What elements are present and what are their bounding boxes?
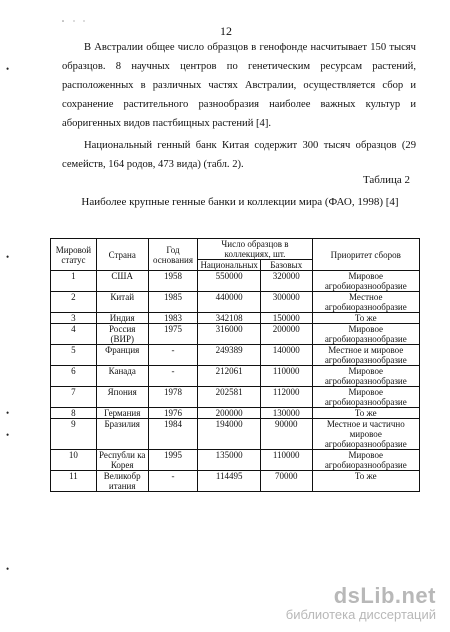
cell-country: Канада	[96, 366, 148, 387]
page-number: 12	[220, 24, 232, 38]
cell-country: Бразилия	[96, 419, 148, 450]
cell-national: 316000	[198, 324, 260, 345]
header-year: Год основания	[148, 239, 198, 271]
cell-country: Китай	[96, 292, 148, 313]
cell-base: 110000	[260, 366, 312, 387]
table-row	[51, 345, 420, 366]
cell-priority: Местное и мировое агробиоразнообразие	[312, 345, 419, 366]
cell-status: 3	[51, 313, 97, 324]
cell-status: 4	[51, 324, 97, 345]
cell-national: 114495	[198, 471, 260, 492]
paragraph-text: В Австралии общее число образцов в генофонде насчитывает 150 тысяч образцов. 8 научных центров по генетическим ресурсам растений, расположенных в различных частях Австралии, осуществляется сбор и сохранение растительного разнообразия наиболее важных культур и аборигенных видов пастбищных растений [4].	[62, 42, 416, 129]
cell-country: США	[96, 271, 148, 292]
cell-status: 10	[51, 450, 97, 471]
table-row	[51, 271, 420, 292]
cell-base: 70000	[260, 471, 312, 492]
cell-status: 9	[51, 419, 97, 450]
cell-priority: Мировое агробиоразнообразие	[312, 366, 419, 387]
table-row	[51, 419, 420, 450]
cell-status: 8	[51, 408, 97, 419]
header-national: Национальных	[198, 260, 260, 271]
cell-base: 90000	[260, 419, 312, 450]
cell-priority: То же	[312, 408, 419, 419]
cell-country: Германия	[96, 408, 148, 419]
cell-year: 1983	[148, 313, 198, 324]
cell-country: Япония	[96, 387, 148, 408]
cell-priority: Мировое агробиоразнообразие	[312, 324, 419, 345]
cell-base: 110000	[260, 450, 312, 471]
cell-base: 140000	[260, 345, 312, 366]
cell-status: 11	[51, 471, 97, 492]
cell-year: 1958	[148, 271, 198, 292]
cell-year: -	[148, 366, 198, 387]
watermark	[286, 584, 436, 622]
margin-mark: •	[6, 408, 10, 418]
cell-national: 342108	[198, 313, 260, 324]
cell-base: 200000	[260, 324, 312, 345]
table-row	[51, 471, 420, 492]
header-status: Мировой статус	[51, 239, 97, 271]
cell-year: 1978	[148, 387, 198, 408]
header-country: Страна	[96, 239, 148, 271]
cell-year: 1985	[148, 292, 198, 313]
cell-priority: Мировое агробиоразнообразие	[312, 450, 419, 471]
header-base: Базовых	[260, 260, 312, 271]
cell-base: 320000	[260, 271, 312, 292]
cell-base: 150000	[260, 313, 312, 324]
table-row	[51, 366, 420, 387]
table-label: Таблица 2	[362, 174, 410, 186]
paragraph-text: Национальный генный банк Китая содержит 300 тысяч образцов (29 семейств, 164 родов, 473 вида) (табл. 2).	[62, 140, 416, 170]
cell-base: 112000	[260, 387, 312, 408]
cell-priority: То же	[312, 471, 419, 492]
cell-status: 1	[51, 271, 97, 292]
margin-mark: •	[6, 564, 10, 574]
cell-national: 550000	[198, 271, 260, 292]
table-row	[51, 408, 420, 419]
cell-country: Франция	[96, 345, 148, 366]
cell-country: Республи ка Корея	[96, 450, 148, 471]
cell-national: 200000	[198, 408, 260, 419]
watermark-logo: dsLib.net	[333, 583, 436, 608]
header-priority: Приоритет сборов	[312, 239, 419, 271]
cell-year: 1976	[148, 408, 198, 419]
margin-mark: •	[6, 430, 10, 440]
cell-status: 6	[51, 366, 97, 387]
cell-national: 212061	[198, 366, 260, 387]
cell-base: 130000	[260, 408, 312, 419]
gene-banks-table	[50, 238, 420, 492]
margin-mark: •	[6, 64, 10, 74]
cell-national: 194000	[198, 419, 260, 450]
cell-base: 300000	[260, 292, 312, 313]
cell-year: 1984	[148, 419, 198, 450]
header-samples: Число образцов в коллекциях, шт.	[198, 239, 312, 260]
table-row	[51, 292, 420, 313]
cell-year: 1975	[148, 324, 198, 345]
cell-year: -	[148, 345, 198, 366]
cell-national: 440000	[198, 292, 260, 313]
cell-country: Россия (ВИР)	[96, 324, 148, 345]
cell-priority: Местное и частично мировое агробиоразнообразие	[312, 419, 419, 450]
table-row	[51, 387, 420, 408]
cell-national: 202581	[198, 387, 260, 408]
cell-status: 7	[51, 387, 97, 408]
cell-priority: Мировое агробиоразнообразие	[312, 271, 419, 292]
table-row	[51, 324, 420, 345]
cell-status: 5	[51, 345, 97, 366]
cell-national: 249389	[198, 345, 260, 366]
margin-mark: •	[6, 252, 10, 262]
paragraph-china	[62, 136, 416, 174]
table-row	[51, 450, 420, 471]
paragraph-australia	[62, 38, 416, 133]
cell-year: 1995	[148, 450, 198, 471]
table-caption: Наиболее крупные генные банки и коллекции мира (ФАО, 1998) [4]	[81, 196, 399, 208]
cell-priority: Мировое агробиоразнообразие	[312, 387, 419, 408]
cell-country: Индия	[96, 313, 148, 324]
cell-priority: Местное агробиоразнообразие	[312, 292, 419, 313]
watermark-subtitle: библиотека диссертаций	[285, 607, 436, 622]
scan-artifact	[60, 10, 120, 14]
cell-priority: То же	[312, 313, 419, 324]
table-row	[51, 313, 420, 324]
cell-country: Великобр итания	[96, 471, 148, 492]
cell-year: -	[148, 471, 198, 492]
cell-national: 135000	[198, 450, 260, 471]
cell-status: 2	[51, 292, 97, 313]
